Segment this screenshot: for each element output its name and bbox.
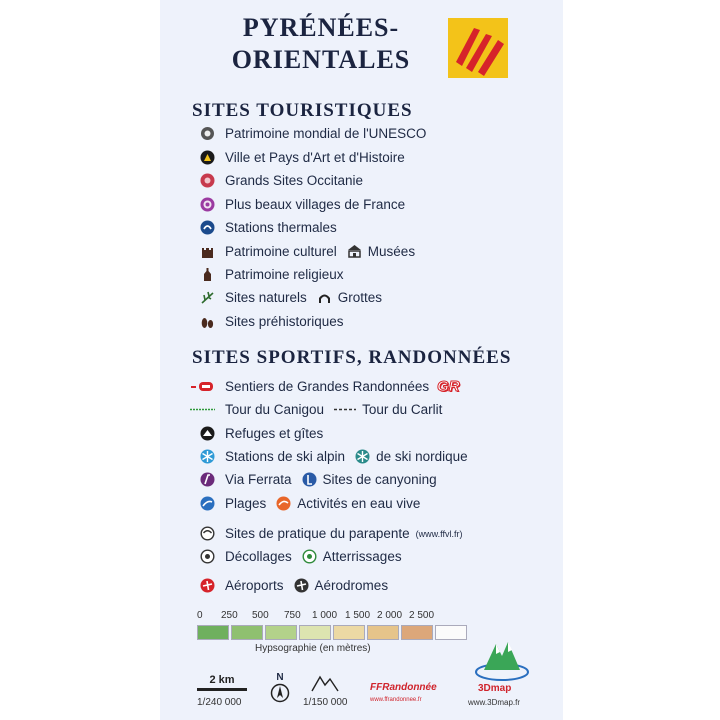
museum-icon <box>347 244 362 259</box>
hyp-swatch <box>435 625 467 640</box>
hyp-tick: 750 <box>284 610 301 621</box>
3dmap-logo-icon <box>472 636 532 682</box>
gr-badge: GR <box>437 378 460 395</box>
legend-card <box>160 0 563 720</box>
ski-nordique-icon <box>355 449 370 464</box>
legend-airports: Aéroports Aérodromes <box>200 578 388 593</box>
legend-art-histoire: Ville et Pays d'Art et d'Histoire <box>200 150 405 165</box>
legend-cultural: Patrimoine culturel Musées <box>200 244 415 259</box>
scale-distance: 2 km <box>209 674 235 686</box>
legend-religious: Patrimoine religieux <box>200 267 344 282</box>
legend-thermal: Stations thermales <box>200 220 337 235</box>
aerodrome-icon <box>294 578 309 593</box>
hypsography-label: Hypsographie (en mètres) <box>255 643 371 654</box>
hyp-tick: 1 000 <box>312 610 338 621</box>
hyp-swatch <box>265 625 297 640</box>
mountain-icon <box>310 673 340 693</box>
gr-trail-icon <box>190 379 215 394</box>
hyp-swatch <box>401 625 433 640</box>
legend-natural: Sites naturels Grottes <box>200 290 382 305</box>
via-ferrata-icon <box>200 472 215 487</box>
paraglide-icon <box>200 526 215 541</box>
ffrandonnee-logo: FFRandonnée <box>370 682 437 693</box>
title-line-1: PYRÉNÉES- <box>242 13 400 42</box>
north-arrow-icon <box>270 672 290 708</box>
map-title <box>226 12 416 76</box>
3dmap-name: 3Dmap <box>478 683 512 694</box>
legend-ski: Stations de ski alpin de ski nordique <box>200 449 468 464</box>
section-touristic: SITES TOURISTIQUES <box>192 100 413 121</box>
legend-beaux-villages: Plus beaux villages de France <box>200 197 405 212</box>
grands-sites-icon <box>200 173 215 188</box>
hyp-tick: 500 <box>252 610 269 621</box>
north-label: N <box>276 672 284 683</box>
legend-via-ferrata: Via Ferrata Sites de canyoning <box>200 472 437 487</box>
title-line-2: ORIENTALES <box>231 45 411 74</box>
hyp-tick: 250 <box>221 610 238 621</box>
beach-icon <box>200 496 215 511</box>
legend-refuges: Refuges et gîtes <box>200 426 323 441</box>
section-sport: SITES SPORTIFS, RANDONNÉES <box>192 347 512 368</box>
scale-ratio-b: 1/150 000 <box>303 697 348 708</box>
canyoning-icon <box>302 472 317 487</box>
landing-icon <box>302 549 317 564</box>
menhir-icon <box>200 314 215 329</box>
ffrandonnee-url: www.ffrandonnee.fr <box>370 697 422 703</box>
leaf-icon <box>200 290 215 305</box>
hyp-swatch <box>333 625 365 640</box>
refuge-icon <box>200 426 215 441</box>
legend-gr: Sentiers de Grandes Randonnées GR <box>190 378 460 395</box>
hypsography-ticks <box>197 610 447 624</box>
thermal-icon <box>200 220 215 235</box>
church-icon <box>200 267 215 282</box>
hyp-tick: 0 <box>197 610 203 621</box>
hyp-swatch <box>197 625 229 640</box>
beaux-villages-icon <box>200 197 215 212</box>
ski-alpin-icon <box>200 449 215 464</box>
art-histoire-icon <box>200 150 215 165</box>
legend-tours: Tour du Canigou Tour du Carlit <box>190 402 442 417</box>
catalan-flag-icon <box>448 18 508 78</box>
legend-parapente: Sites de pratique du parapente (www.ffvl.fr) <box>200 526 462 541</box>
canigou-line-icon <box>190 402 215 417</box>
cave-icon <box>317 290 332 305</box>
legend-takeoff-landing: Décollages Atterrissages <box>200 549 402 564</box>
hyp-swatch <box>231 625 263 640</box>
white-water-icon <box>276 496 291 511</box>
legend-prehistoric: Sites préhistoriques <box>200 314 344 329</box>
3dmap-url: www.3Dmap.fr <box>468 698 521 707</box>
hypsography-color-bar <box>197 625 469 640</box>
scale-bar <box>197 688 247 691</box>
airport-icon <box>200 578 215 593</box>
hyp-tick: 1 500 <box>345 610 371 621</box>
legend-unesco: Patrimoine mondial de l'UNESCO <box>200 126 426 141</box>
hyp-tick: 2 500 <box>409 610 435 621</box>
hyp-tick: 2 000 <box>377 610 403 621</box>
scale-ratio-a: 1/240 000 <box>197 697 242 708</box>
castle-icon <box>200 244 215 259</box>
legend-grands-sites: Grands Sites Occitanie <box>200 173 363 188</box>
carlit-line-icon <box>334 402 356 417</box>
unesco-icon <box>200 126 215 141</box>
takeoff-icon <box>200 549 215 564</box>
hyp-swatch <box>299 625 331 640</box>
legend-water: Plages Activités en eau vive <box>200 496 420 511</box>
hyp-swatch <box>367 625 399 640</box>
